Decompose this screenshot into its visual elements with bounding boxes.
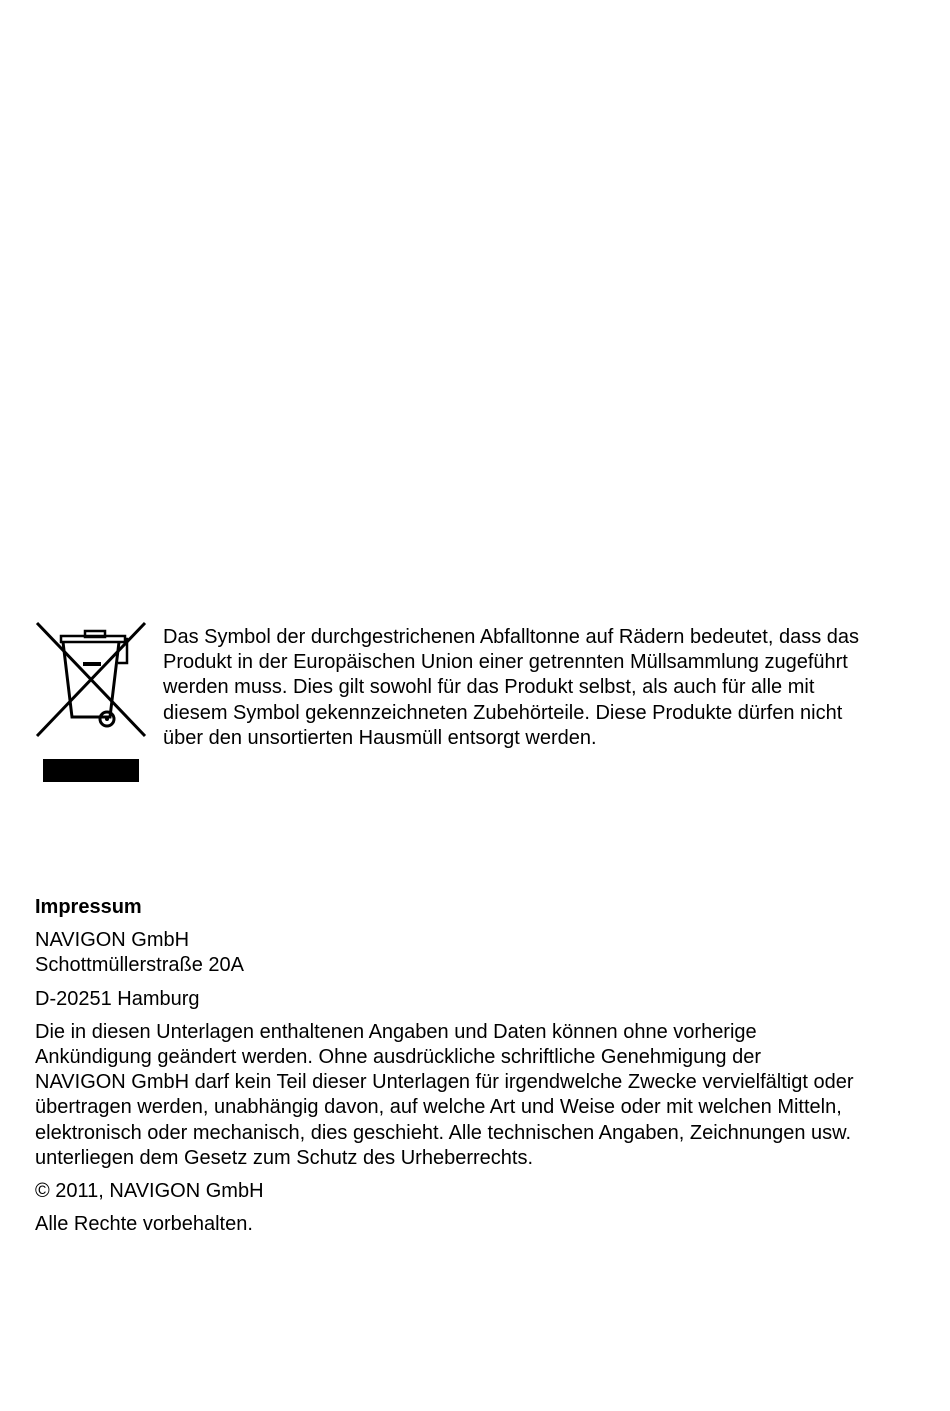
copyright-notice: © 2011, NAVIGON GmbH <box>35 1180 264 1203</box>
weee-description: Das Symbol der durchgestrichenen Abfalltonne auf Rädern bedeutet, dass das Produkt in der Europäischen Union einer getrennten Müllsammlung zugeführt werden muss. Dies gilt sowohl für das Produkt selbst, als auch für alle mit diesem Symbol gekennzeichneten Zubehörteile. Diese Produkte dürfen nicht über den unsortierten Hausmüll entsorgt werden. <box>163 626 859 749</box>
imprint-heading: Impressum <box>35 896 142 918</box>
crossed-out-wheeled-bin-icon <box>35 621 147 785</box>
company-name: NAVIGON GmbH <box>35 929 190 952</box>
company-street: Schottmüllerstraße 20A <box>35 954 244 977</box>
company-address <box>35 928 855 978</box>
imprint-section <box>35 895 855 1245</box>
legal-disclaimer: Die in diesen Unterlagen enthaltenen Angaben und Daten können ohne vorherige Ankündigung geändert werden. Ohne ausdrückliche schriftliche Genehmigung der NAVIGON GmbH darf kein Teil dieser Unterlagen für irgendwelche Zwecke vervielfältigt oder übertragen werden, unabhängig davon, auf welche Art und Weise oder mit welchen Mitteln, elektronisch oder mechanisch, dies geschieht. Alle technischen Angaben, Zeichnungen usw. unterliegen dem Gesetz zum Schutz des Urheberrechts. <box>35 1020 854 1169</box>
company-city: D-20251 Hamburg <box>35 987 200 1010</box>
rights-reserved: Alle Rechte vorbehalten. <box>35 1213 253 1236</box>
